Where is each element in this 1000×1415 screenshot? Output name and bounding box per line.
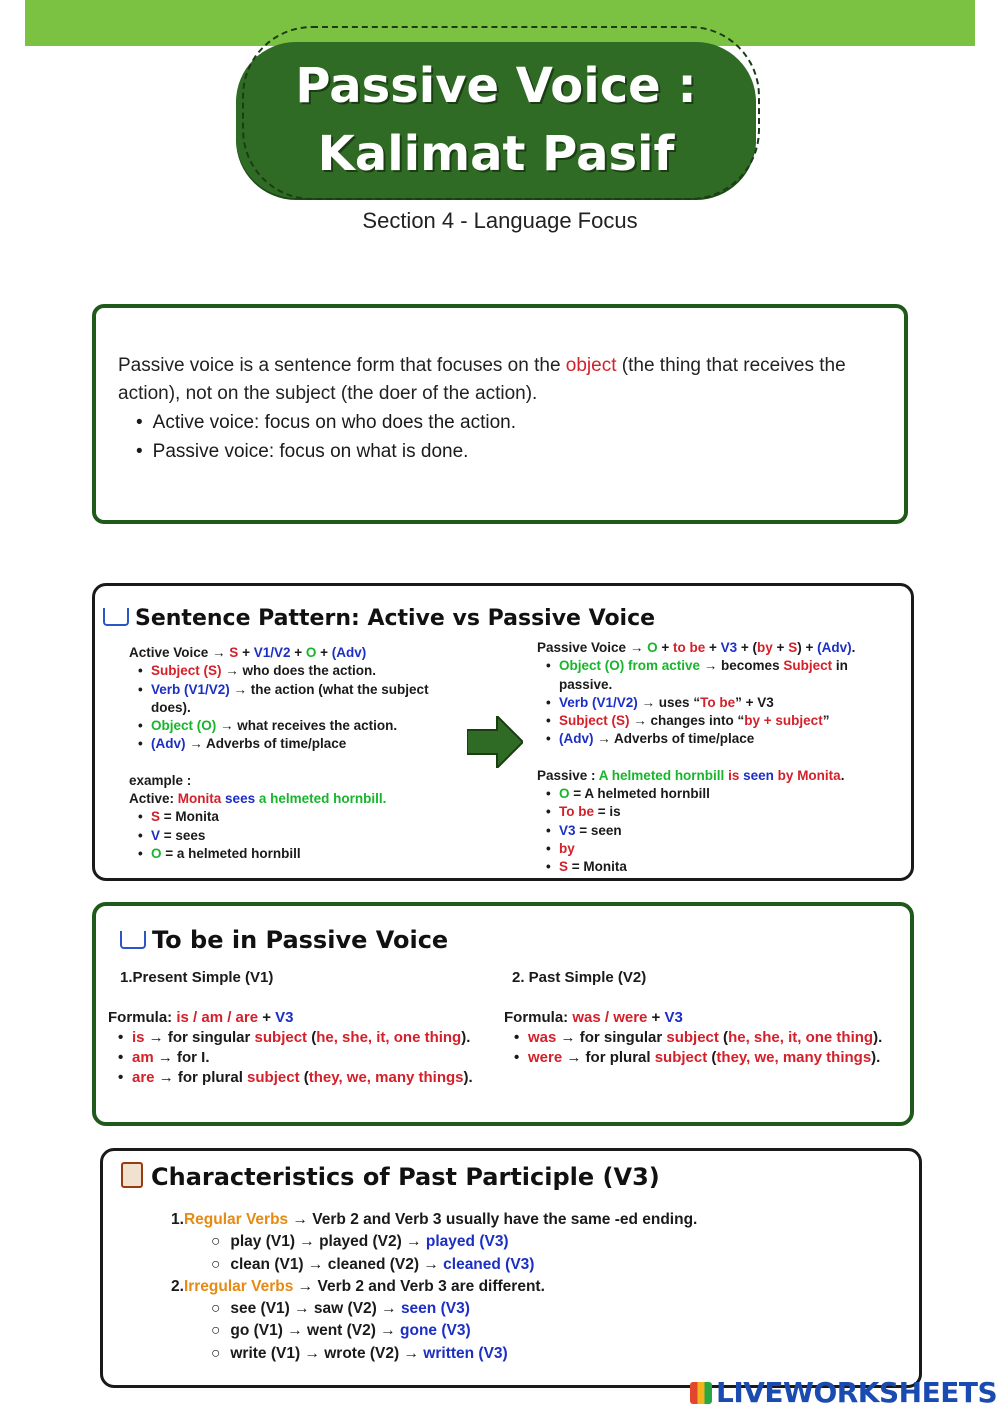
list-item: • were → for plural subject (they, we, many things). [528,1048,914,1068]
list-item: • (Adv) → Adverbs of time/place [151,735,459,753]
passive-example: Passive : A helmeted hornbill is seen by Monita. [537,767,845,783]
list-item: • Subject (S) → changes into “by + subject” [559,712,897,730]
sentence-pattern-box [92,583,914,881]
list-item: • by [559,840,897,858]
list-item: • S = Monita [559,858,897,876]
list-item: • Object (O) from active → becomes Subject in passive. [559,657,897,694]
active-example: Active: Monita sees a helmeted hornbill. [129,791,387,807]
list-item: • V3 = seen [559,822,897,840]
section-title: To be in Passive Voice [120,926,448,954]
list-item: • Subject (S) → who does the action. [151,662,459,680]
list-item: • O = A helmeted hornbill [559,785,897,803]
list-item: • are → for plural subject (they, we, many things). [132,1068,508,1088]
book-icon [103,608,129,626]
list-item: • Passive voice: focus on what is done. [136,437,516,466]
book-icon [120,931,146,949]
list-item: • Verb (V1/V2) → uses “To be” + V3 [559,694,897,712]
list-item: • am → for I. [132,1048,508,1068]
present-formula: Formula: is / am / are + V3 [108,1009,294,1026]
active-voice-column [129,644,459,863]
passive-formula: Passive Voice → O + to be + V3 + (by + S) + (Adv). [537,640,856,655]
section-title: Sentence Pattern: Active vs Passive Voice [103,606,655,631]
passive-voice-column [537,639,897,877]
list-item: • is → for singular subject (he, she, it, one thing). [132,1028,508,1048]
title-line-2: Kalimat Pasif [317,126,675,182]
past-simple-column [504,968,914,1068]
logo-icon [690,1382,712,1404]
section-title: Characteristics of Past Participle (V3) [121,1159,660,1191]
to-be-box [92,902,914,1126]
list-item: ○ see (V1) → saw (V2) → seen (V3) [171,1298,697,1320]
definition-text: Passive voice is a sentence form that focuses on the object (the thing that receives the action), not on the subject (the doer of the action). [118,355,846,404]
present-simple-column [108,968,508,1088]
list-item: • Verb (V1/V2) → the action (what the subject does). [151,681,459,718]
definition-bullets [136,408,516,466]
past-formula: Formula: was / were + V3 [504,1009,683,1026]
list-item: ○ clean (V1) → cleaned (V2) → cleaned (V3) [171,1254,697,1276]
past-heading: 2. Past Simple (V2) [512,969,647,986]
page-title [236,52,756,188]
clipboard-icon [121,1162,143,1188]
list-item: • was → for singular subject (he, she, it, one thing). [528,1028,914,1048]
participle-list [171,1209,697,1365]
past-participle-box [100,1148,922,1388]
list-item: • V = sees [151,827,459,845]
active-formula: Active Voice → S + V1/V2 + O + (Adv) [129,645,367,660]
list-item: ○ play (V1) → played (V2) → played (V3) [171,1231,697,1253]
example-label: example : [129,772,192,788]
list-item: • O = a helmeted hornbill [151,845,459,863]
list-item: 2.Irregular Verbs → Verb 2 and Verb 3 are different. [171,1277,545,1295]
title-line-1: Passive Voice : [295,58,697,114]
liveworksheets-logo[interactable]: LIVEWORKSHEETS [690,1376,997,1409]
definition-box [92,304,908,524]
present-heading: 1.Present Simple (V1) [120,969,274,986]
list-item: • To be = is [559,803,897,821]
list-item: • Active voice: focus on who does the action. [136,408,516,437]
list-item: • (Adv) → Adverbs of time/place [559,730,897,748]
list-item: ○ write (V1) → wrote (V2) → written (V3) [171,1343,697,1365]
list-item: 1.Regular Verbs → Verb 2 and Verb 3 usually have the same -ed ending. [171,1211,698,1228]
page-subtitle: Section 4 - Language Focus [362,208,638,233]
object-highlight: object [565,355,617,376]
right-arrow-icon [467,716,523,768]
list-item: ○ go (V1) → went (V2) → gone (V3) [171,1320,697,1342]
list-item: • S = Monita [151,808,459,826]
list-item: • Object (O) → what receives the action. [151,717,459,735]
